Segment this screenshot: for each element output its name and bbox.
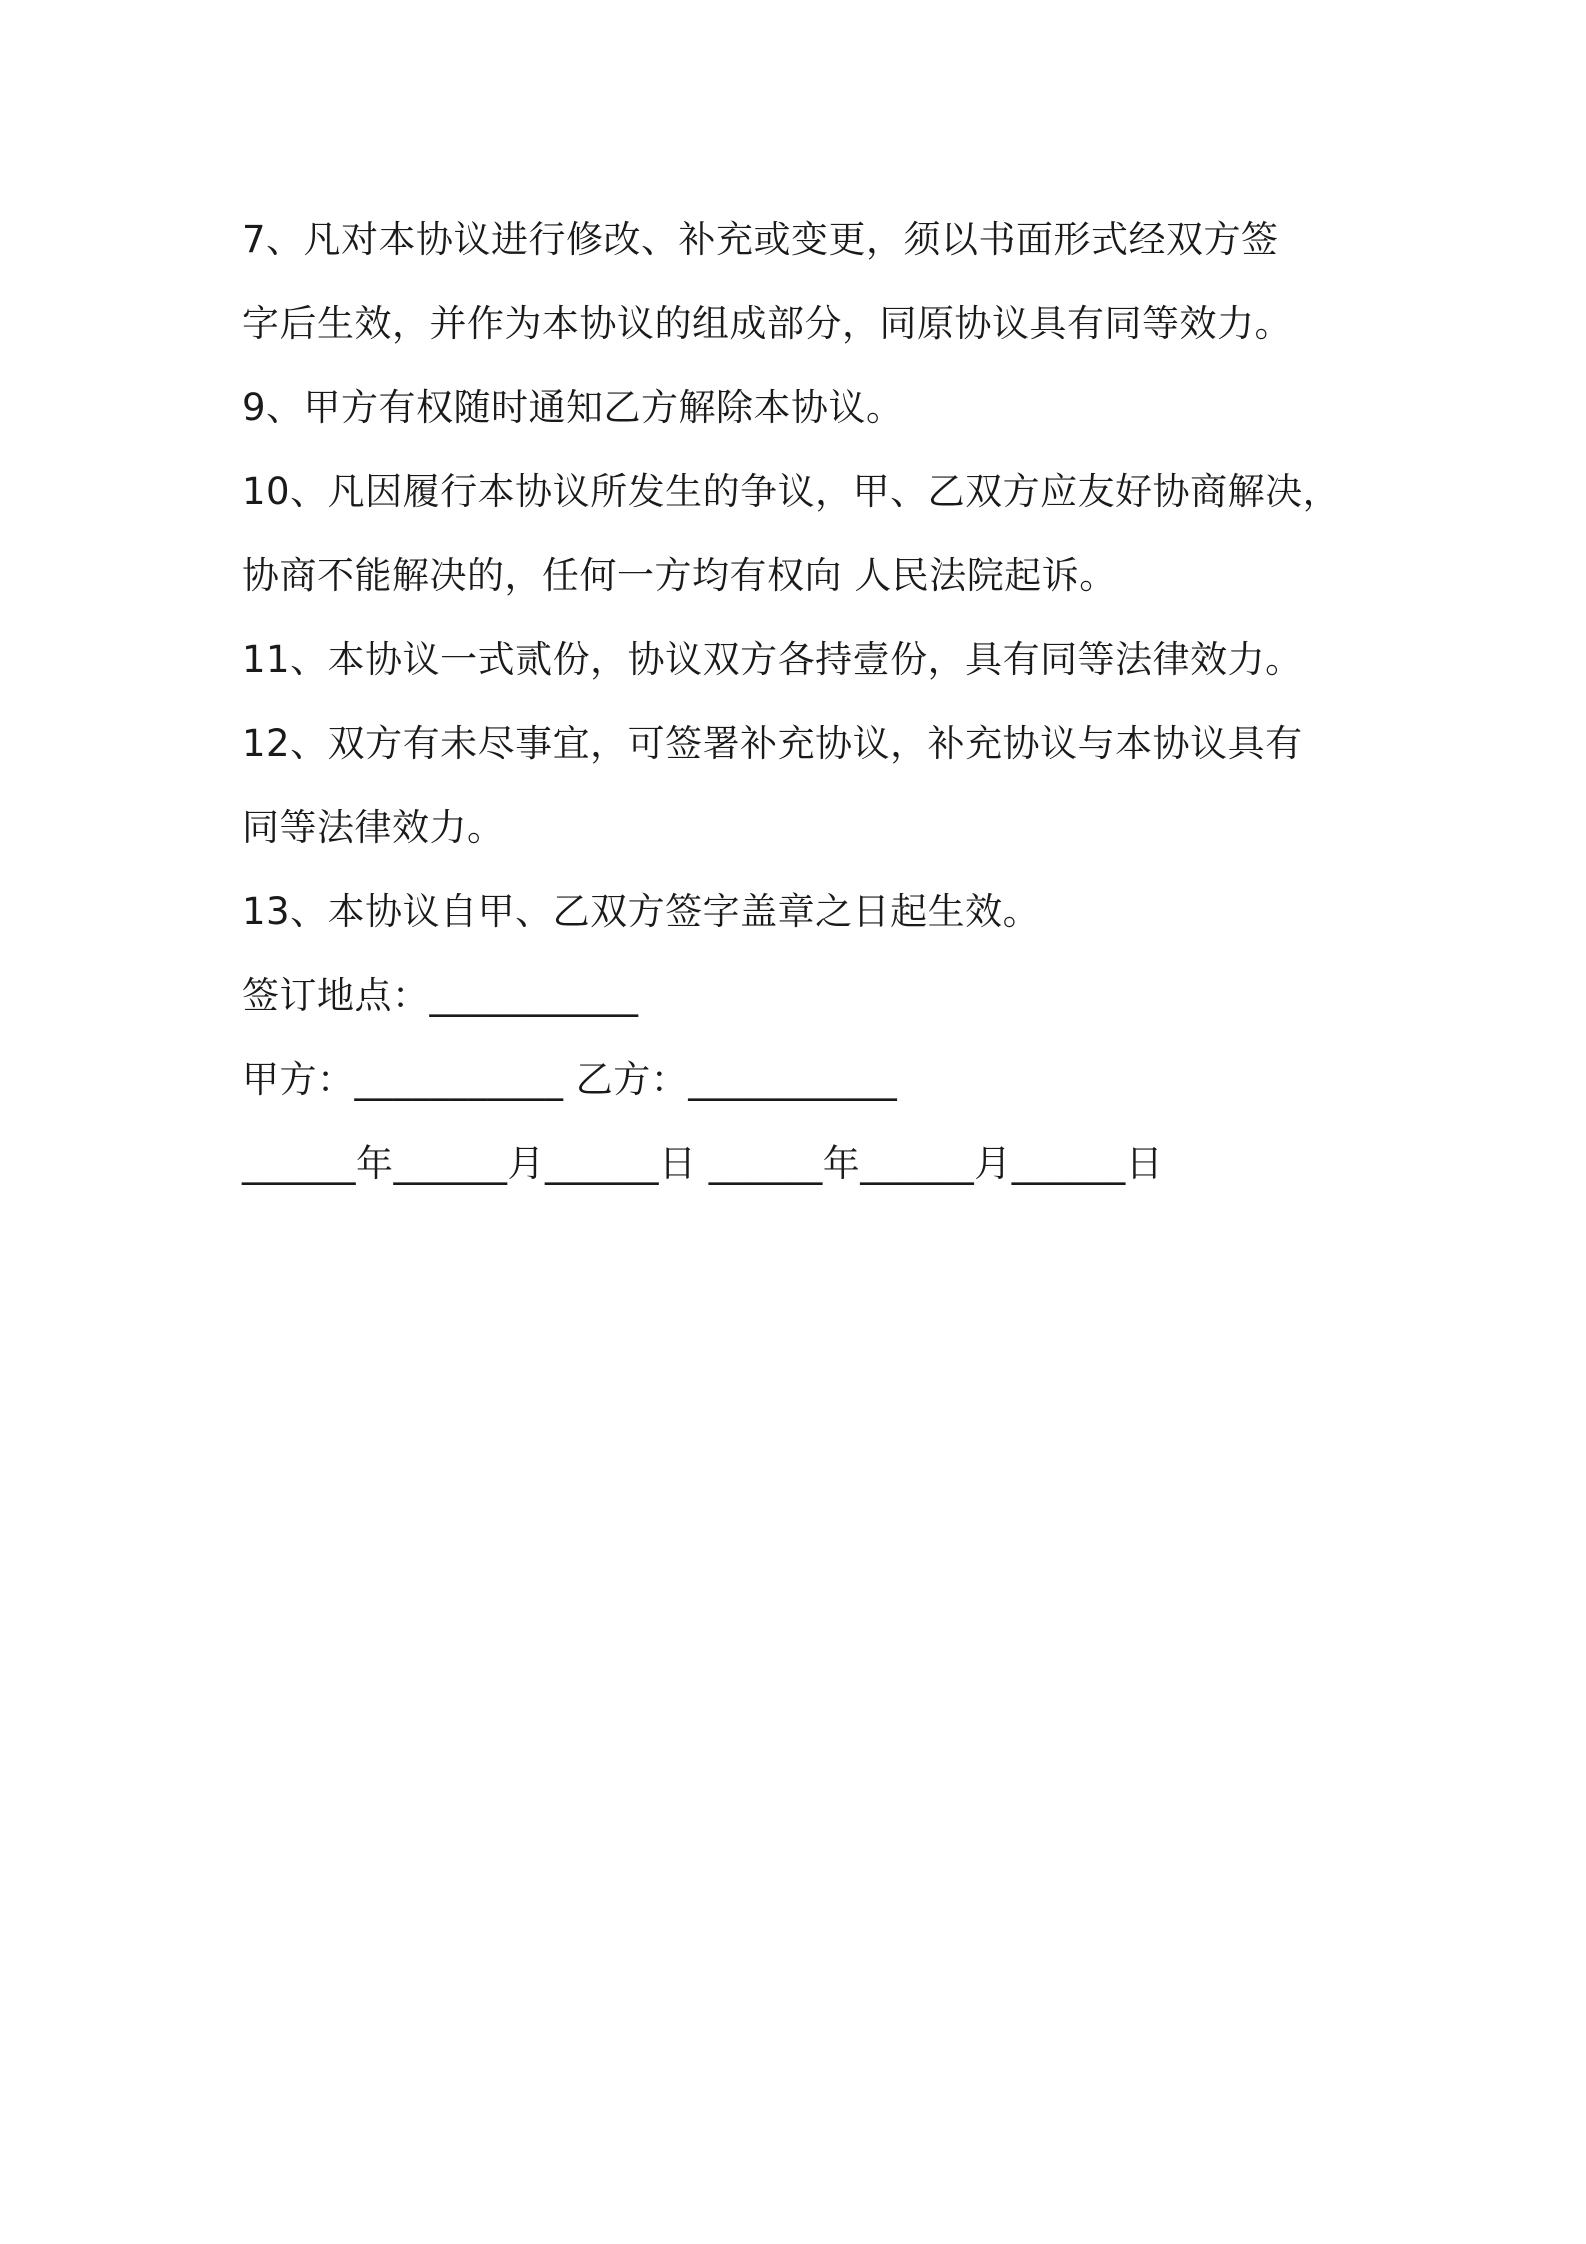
clause-9: 9、甲方有权随时通知乙方解除本协议。 <box>242 386 904 429</box>
clause-11: 11、本协议一式贰份，协议双方各持壹份，具有同等法律效力。 <box>242 638 1303 681</box>
clause-12-line-1: 12、双方有未尽事宜，可签署补充协议，补充协议与本协议具有 <box>242 722 1303 765</box>
clause-7-line-1: 7、凡对本协议进行修改、补充或变更，须以书面形式经双方签 <box>242 218 1279 261</box>
signing-place: 签订地点：___________ <box>242 974 639 1017</box>
clause-13: 13、本协议自甲、乙双方签字盖章之日起生效。 <box>242 890 1041 933</box>
signature-dates: ______年______月______日 ______年______月______日 <box>242 1142 1164 1185</box>
clause-10-line-1: 10、凡因履行本协议所发生的争议，甲、乙双方应友好协商解决， <box>242 470 1341 513</box>
party-signatures: 甲方：___________ 乙方：___________ <box>242 1058 898 1101</box>
document-body <box>242 198 1362 1206</box>
clause-10-line-2: 协商不能解决的，任何一方均有权向 人民法院起诉。 <box>242 554 1117 597</box>
clause-12-line-2: 同等法律效力。 <box>242 806 505 849</box>
clause-7-line-2: 字后生效，并作为本协议的组成部分，同原协议具有同等效力。 <box>242 302 1292 345</box>
